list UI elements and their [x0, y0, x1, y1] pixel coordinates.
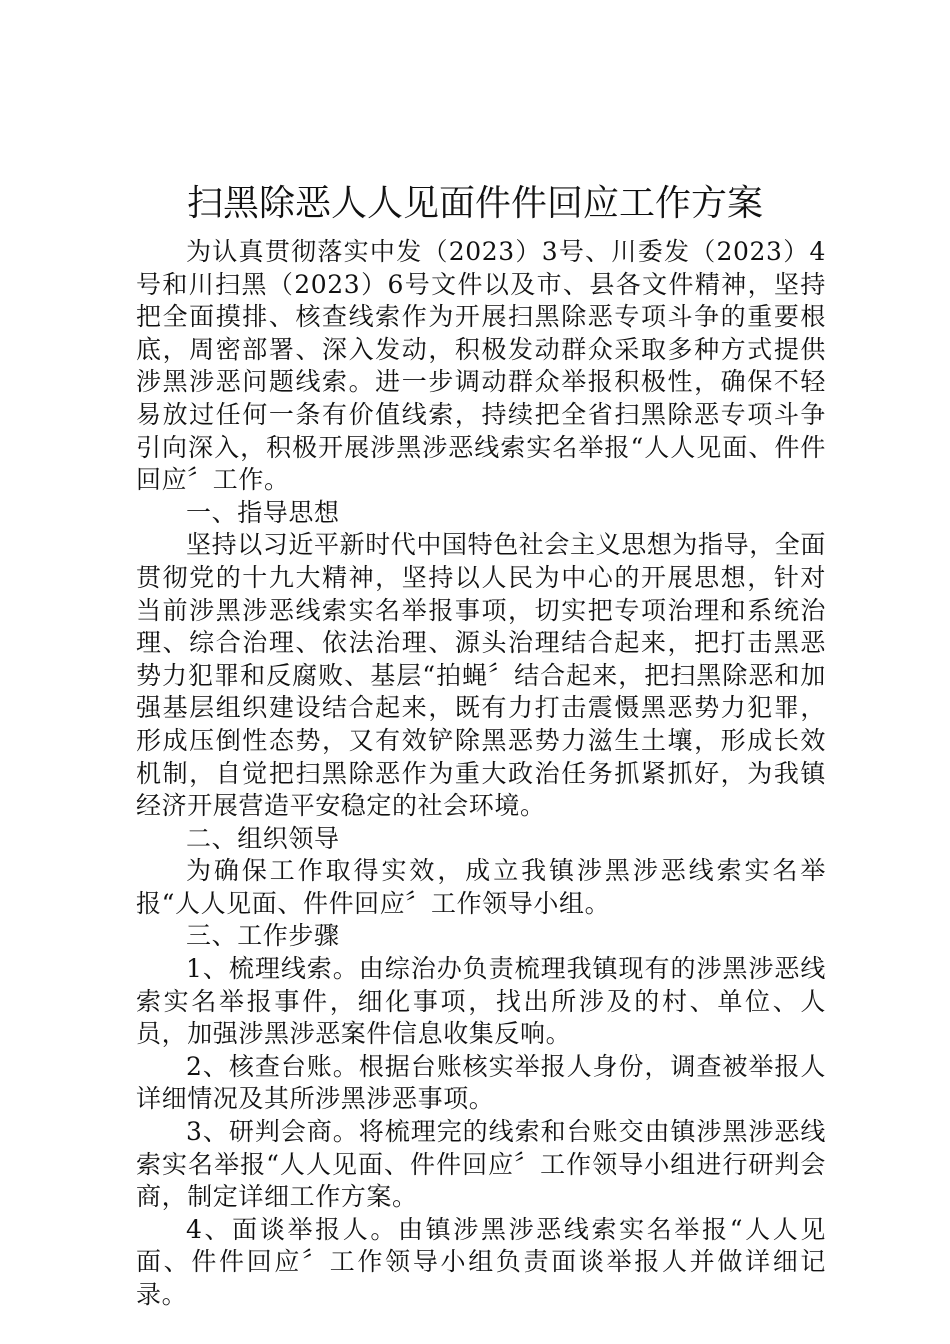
organization-paragraph: 为确保工作取得实效，成立我镇涉黑涉恶线索实名举报“人人见面、件件回应〞工作领导小组。 [136, 856, 826, 918]
section-heading-guiding-ideology: 一、指导思想 [186, 497, 340, 527]
document-body [136, 236, 826, 1312]
work-step-2: 2、核查台账。根据台账核实举报人身份，调查被举报人详细情况及其所涉黑涉恶事项。 [136, 1051, 826, 1114]
section-heading-organization: 二、组织领导 [186, 823, 340, 853]
section-heading-work-steps: 三、工作步骤 [186, 921, 340, 951]
work-step-1: 1、梳理线索。由综治办负责梳理我镇现有的涉黑涉恶线索实名举报事件，细化事项，找出所涉及的村、单位、人员，加强涉黑涉恶案件信息收集反响。 [136, 954, 826, 1049]
work-step-4: 4、面谈举报人。由镇涉黑涉恶线索实名举报“人人见面、件件回应〞工作领导小组负责面谈举报人并做详细记录。 [136, 1214, 826, 1309]
guiding-ideology-paragraph: 坚持以习近平新时代中国特色社会主义思想为指导，全面贯彻党的十九大精神，坚持以人民为中心的开展思想，针对当前涉黑涉恶线索实名举报事项，切实把专项治理和系统治理、综合治理、依法治理、源头治理结合起来，把打击黑恶势力犯罪和反腐败、基层“拍蝇〞结合起来，把扫黑除恶和加强基层组织建设结合起来，既有力打击震慑黑恶势力犯罪，形成压倒性态势，又有效铲除黑恶势力滋生土壤，形成长效机制，自觉把扫黑除恶作为重大政治任务抓紧抓好，为我镇经济开展营造平安稳定的社会环境。 [136, 530, 827, 821]
intro-paragraph: 为认真贯彻落实中发（2023）3号、川委发（2023）4号和川扫黑（2023）6号文件以及市、县各文件精神，坚持把全面摸排、核查线索作为开展扫黑除恶专项斗争的重要根底，周密部署、深入发动，积极发动群众采取多种方式提供涉黑涉恶问题线索。进一步调动群众举报积极性，确保不轻易放过任何一条有价值线索，持续把全省扫黑除恶专项斗争引向深入，积极开展涉黑涉恶线索实名举报“人人见面、件件回应〞工作。 [136, 237, 826, 495]
work-step-3: 3、研判会商。将梳理完的线索和台账交由镇涉黑涉恶线索实名举报“人人见面、件件回应〞工作领导小组进行研判会商，制定详细工作方案。 [136, 1117, 826, 1212]
document-title: 扫黑除恶人人见面件件回应工作方案 [186, 183, 763, 224]
